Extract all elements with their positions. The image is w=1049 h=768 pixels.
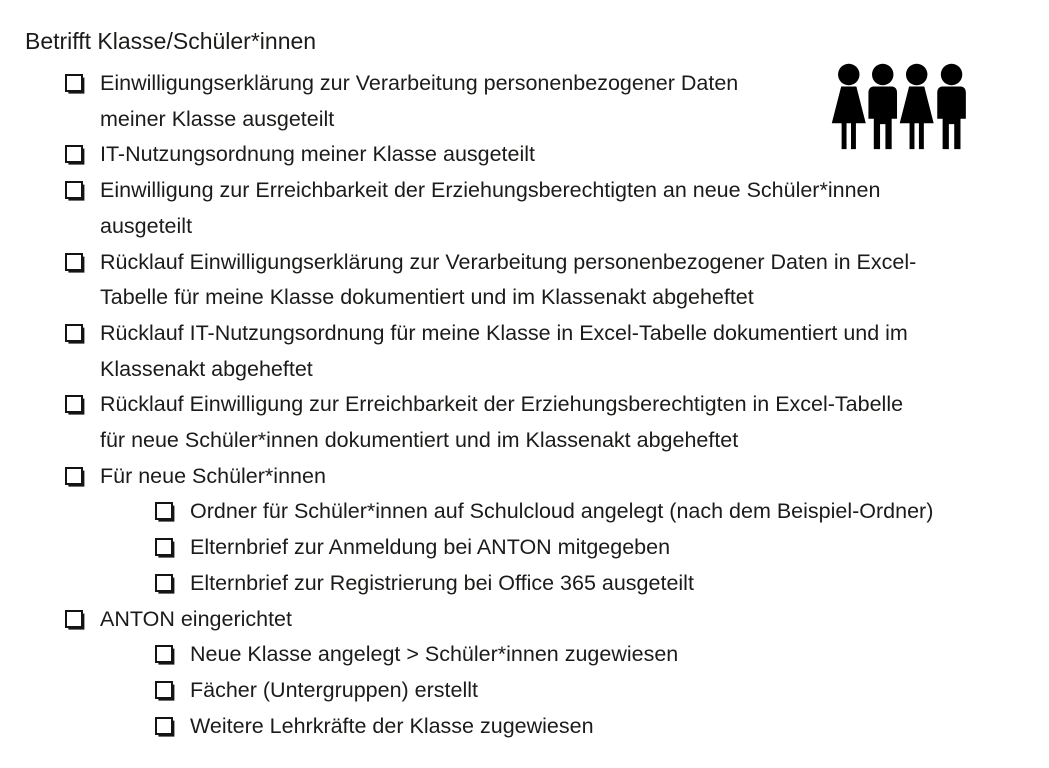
checklist-subitem <box>0 673 1049 709</box>
checkbox-icon[interactable] <box>155 681 173 699</box>
checkbox-icon[interactable] <box>155 574 173 592</box>
item-text-line: ausgeteilt <box>100 213 193 238</box>
item-text-line: Klassenakt abgeheftet <box>100 356 313 381</box>
checklist-subitem <box>0 530 1049 566</box>
item-text-line: Einwilligung zur Erreichbarkeit der Erziehungsberechtigten an neue Schüler*innen <box>100 178 881 203</box>
item-text-line: Elternbrief zur Registrierung bei Office 365 ausgeteilt <box>190 570 694 595</box>
item-text-line: Einwilligungserklärung zur Verarbeitung personenbezogener Daten <box>100 71 739 95</box>
checkbox-icon[interactable] <box>65 610 83 628</box>
checkbox-icon[interactable] <box>155 502 173 520</box>
checkbox-icon[interactable] <box>155 717 173 735</box>
checkbox-icon[interactable] <box>155 538 173 556</box>
item-text-line: Weitere Lehrkräfte der Klasse zugewiesen <box>190 713 594 738</box>
item-text-line: Rücklauf IT-Nutzungsordnung für meine Klasse in Excel-Tabelle dokumentiert und im <box>100 320 908 345</box>
checklist-subitem <box>0 494 1049 530</box>
item-text-line: Fächer (Untergruppen) erstellt <box>190 677 478 702</box>
item-text-line: Ordner für Schüler*innen auf Schulcloud angelegt (nach dem Beispiel-Ordner) <box>190 499 934 524</box>
page-title: Betrifft Klasse/Schüler*innen <box>25 28 317 54</box>
item-text-line: Elternbrief zur Anmeldung bei ANTON mitgegeben <box>190 535 671 560</box>
checkbox-icon[interactable] <box>65 145 83 163</box>
checklist-item <box>0 387 1049 458</box>
item-text-line: meiner Klasse ausgeteilt <box>100 106 335 131</box>
checklist-item <box>0 245 1049 316</box>
checkbox-icon[interactable] <box>65 181 83 199</box>
checklist-item <box>0 137 1049 173</box>
checklist-item <box>0 173 1049 244</box>
checkbox-icon[interactable] <box>65 467 83 485</box>
item-text-line: Neue Klasse angelegt > Schüler*innen zugewiesen <box>190 642 679 667</box>
checklist-item <box>0 602 1049 638</box>
item-text-line: IT-Nutzungsordnung meiner Klasse ausgeteilt <box>100 142 536 167</box>
checkbox-icon[interactable] <box>65 74 83 92</box>
checkbox-icon[interactable] <box>65 324 83 342</box>
item-text-line: Tabelle für meine Klasse dokumentiert und im Klassenakt abgeheftet <box>100 285 754 310</box>
item-text-line: für neue Schüler*innen dokumentiert und im Klassenakt abgeheftet <box>100 428 739 453</box>
checklist-item <box>0 459 1049 495</box>
item-text-line: Für neue Schüler*innen <box>100 463 326 488</box>
item-text-line: ANTON eingerichtet <box>100 606 292 631</box>
checklist-item <box>0 316 1049 387</box>
checklist-subitem <box>0 566 1049 602</box>
checklist-item <box>0 66 1049 137</box>
checkbox-icon[interactable] <box>65 253 83 271</box>
checklist <box>0 66 1049 744</box>
item-text-line: Rücklauf Einwilligung zur Erreichbarkeit der Erziehungsberechtigten in Excel-Tabelle <box>100 392 904 417</box>
checkbox-icon[interactable] <box>155 645 173 663</box>
checklist-subitem <box>0 637 1049 673</box>
checklist-subitem <box>0 709 1049 745</box>
checkbox-icon[interactable] <box>65 395 83 413</box>
item-text-line: Rücklauf Einwilligungserklärung zur Verarbeitung personenbezogener Daten in Excel- <box>100 249 917 274</box>
